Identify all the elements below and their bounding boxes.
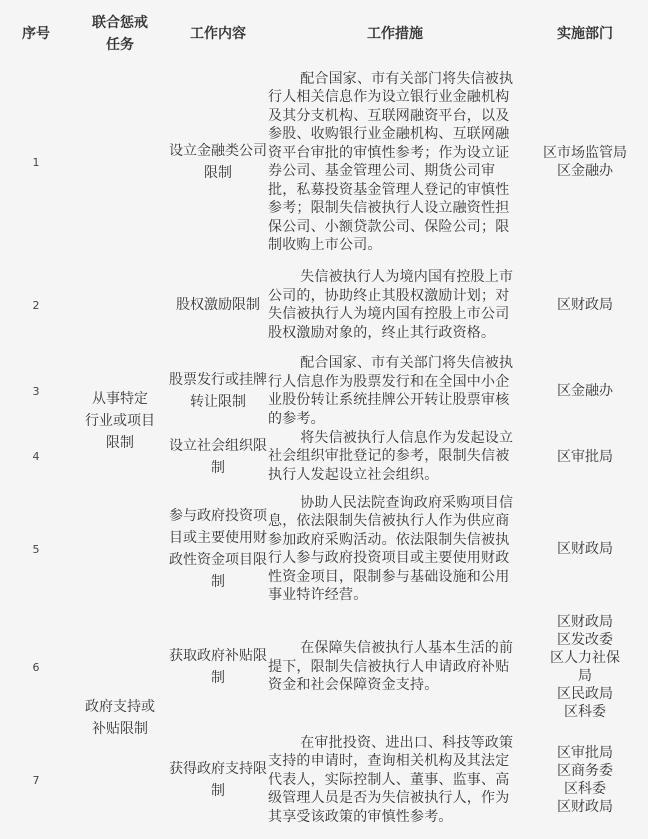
table-row [0,68,648,256]
task-group-subsidy [72,613,168,839]
row-seq: 2 [32,298,40,312]
row-content: 获得政府支持限制 [169,761,267,799]
row-content: 股票发行或挂牌转让限制 [169,372,267,410]
task-group-industry [72,68,168,613]
task-group-line: 政府支持或 [85,699,155,715]
row-content: 参与政府投资项目或主要使用财政性资金项目限制 [169,508,267,590]
header-task [72,0,168,68]
row-seq: 6 [32,660,40,674]
row-measures: 配合国家、市有关部门将失信被执行人信息作为股票发行和在全国中小企业股份转让系统挂牌公开转让股票审核的参考。 [268,355,514,427]
table-row [0,613,648,721]
row-dept: 区市场监管局 区金融办 [543,145,627,179]
row-seq: 5 [32,542,40,556]
row-measures: 在保障失信被执行人基本生活的前提下，限制失信被执行人申请政府补贴资金和社会保障资金支持。 [268,640,514,694]
row-dept: 区财政局 区发改委 区人力社保 局 区民政局 区科委 [550,614,620,720]
task-group-line: 从事特定 [92,390,148,407]
row-measures: 配合国家、市有关部门将失信被执行人相关信息作为设立银行业金融机构及其分支机构、互联网融资平台，以及参股、收购银行业金融机构、互联网融资平台审批的审慎性参考；作为设立证券公司、基金管理公司、期货公司审批，私募投资基金管理人登记的审慎性参考；限制失信被执行人设立融资性担保公司、小额贷款公司、保险公司；限制收购上市公司。 [268,70,514,253]
row-dept: 区财政局 [557,297,613,313]
task-group-line: 补贴限制 [92,721,148,737]
task-group-line: 行业或项目 [85,412,155,429]
row-content: 股权激励限制 [176,297,260,313]
row-measures: 协助人民法院查询政府采购项目信息，依法限制失信被执行人作为供应商参加政府采购活动。依法限制失信被执行人参与政府投资项目或主要使用财政性资金项目，限制参与基础设施和公用事业特许经营。 [268,494,514,603]
header-measures: 工作措施 [367,26,423,42]
header-dept: 实施部门 [557,26,613,42]
row-content: 获取政府补贴限制 [169,648,267,686]
header-seq: 序号 [22,26,50,42]
row-content: 设立金融类公司限制 [169,143,267,181]
row-measures: 在审批投资、进出口、科技等政策支持的申请时，查询相关机构及其法定代表人，实际控制人、董事、监事、高级管理人员是否为失信被执行人，作为其享受该政策的审慎性参考。 [268,734,514,825]
row-content: 设立社会组织限制 [169,437,267,476]
row-measures: 失信被执行人为境内国有控股上市公司的，协助终止其股权激励计划；对失信被执行人为境内国有控股上市公司股权激励对象的，终止其行政资格。 [268,269,514,341]
row-measures: 将失信被执行人信息作为发起设立社会组织审批登记的参考，限制失信被执行人发起设立社会组织。 [268,429,514,483]
header-task-line2: 任务 [106,37,134,53]
row-dept: 区审批局 区商务委 区科委 区财政局 [557,745,613,815]
row-seq: 3 [32,384,40,398]
row-dept: 区金融办 [557,383,613,399]
header-content: 工作内容 [190,26,246,42]
header-task-line1: 联合惩戒 [92,15,148,31]
row-seq: 4 [32,450,40,463]
row-dept: 区财政局 [557,541,613,557]
task-group-line: 限制 [106,434,134,451]
row-seq: 7 [32,773,40,787]
row-dept: 区审批局 [557,448,613,465]
row-seq: 1 [32,155,40,169]
table-header-row [0,0,648,68]
